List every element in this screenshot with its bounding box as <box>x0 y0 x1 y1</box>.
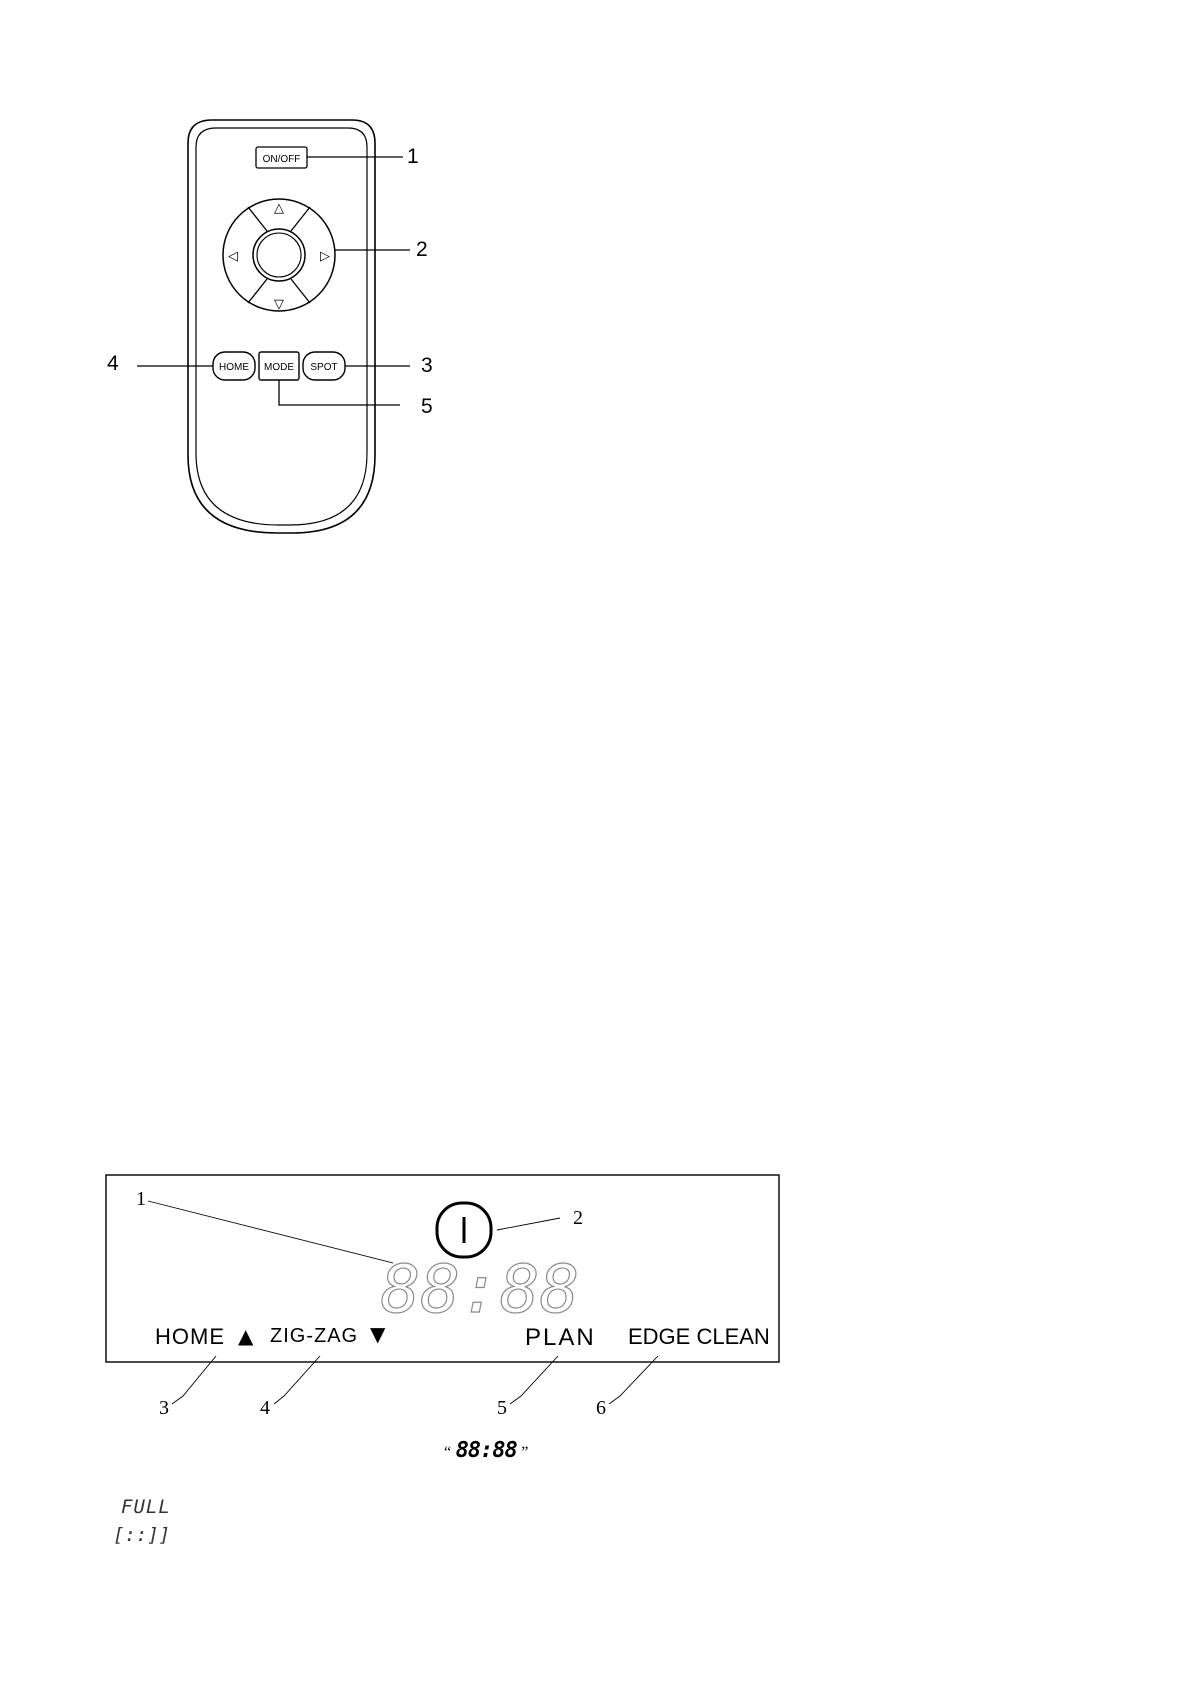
remote-body-outer <box>188 120 375 533</box>
display-callout-6: 6 <box>596 1397 606 1419</box>
home-button-label: HOME <box>219 362 249 373</box>
battery-indicator-icon: [::]] <box>113 1524 171 1546</box>
remote-callout-4: 4 <box>107 352 119 375</box>
open-quote: “ <box>444 1444 452 1461</box>
spot-button-label: SPOT <box>310 362 338 373</box>
center-ok-button[interactable] <box>253 229 305 281</box>
segment-time-display: 88:88 <box>380 1251 580 1328</box>
time-sample-digits: 88:88 <box>455 1438 517 1463</box>
down-arrow-icon[interactable]: ▽ <box>274 297 284 312</box>
remote-callout-5: 5 <box>421 395 433 418</box>
remote-callout-2: 2 <box>416 238 428 261</box>
home-up-arrow-icon: ▲ <box>238 1324 254 1348</box>
mode-button-label: MODE <box>264 362 294 373</box>
display-callout-2: 2 <box>573 1207 583 1229</box>
display-panel-diagram <box>0 1150 820 1430</box>
display-label-plan: PLAN <box>525 1324 596 1351</box>
display-callout-1: 1 <box>136 1188 146 1210</box>
home-button[interactable] <box>213 352 255 380</box>
display-callout-5: 5 <box>497 1397 507 1419</box>
time-sample-note <box>444 1438 528 1462</box>
up-arrow-icon[interactable]: △ <box>274 201 284 216</box>
zigzag-down-arrow-icon: ▼ <box>370 1322 386 1346</box>
on-off-button-label: ON/OFF <box>262 154 301 165</box>
on-off-button[interactable] <box>256 147 307 168</box>
display-callout-4: 4 <box>260 1397 270 1419</box>
remote-callout-3: 3 <box>421 354 433 377</box>
close-quote: ” <box>521 1444 529 1461</box>
remote-body-inner <box>196 128 367 525</box>
power-icon <box>437 1203 491 1257</box>
remote-callout-1: 1 <box>407 145 419 168</box>
display-label-zigzag: ZIG-ZAG <box>270 1325 359 1347</box>
remote-control-diagram <box>0 0 520 560</box>
right-arrow-icon[interactable]: ▷ <box>320 249 330 264</box>
display-callout-3: 3 <box>159 1397 169 1419</box>
spot-button[interactable] <box>303 352 345 380</box>
left-arrow-icon[interactable]: ◁ <box>228 249 238 264</box>
display-label-edge-clean: EDGE CLEAN <box>628 1324 770 1349</box>
display-label-home: HOME <box>155 1324 225 1349</box>
full-indicator-text: FULL <box>121 1496 171 1518</box>
mode-button[interactable] <box>259 352 299 380</box>
